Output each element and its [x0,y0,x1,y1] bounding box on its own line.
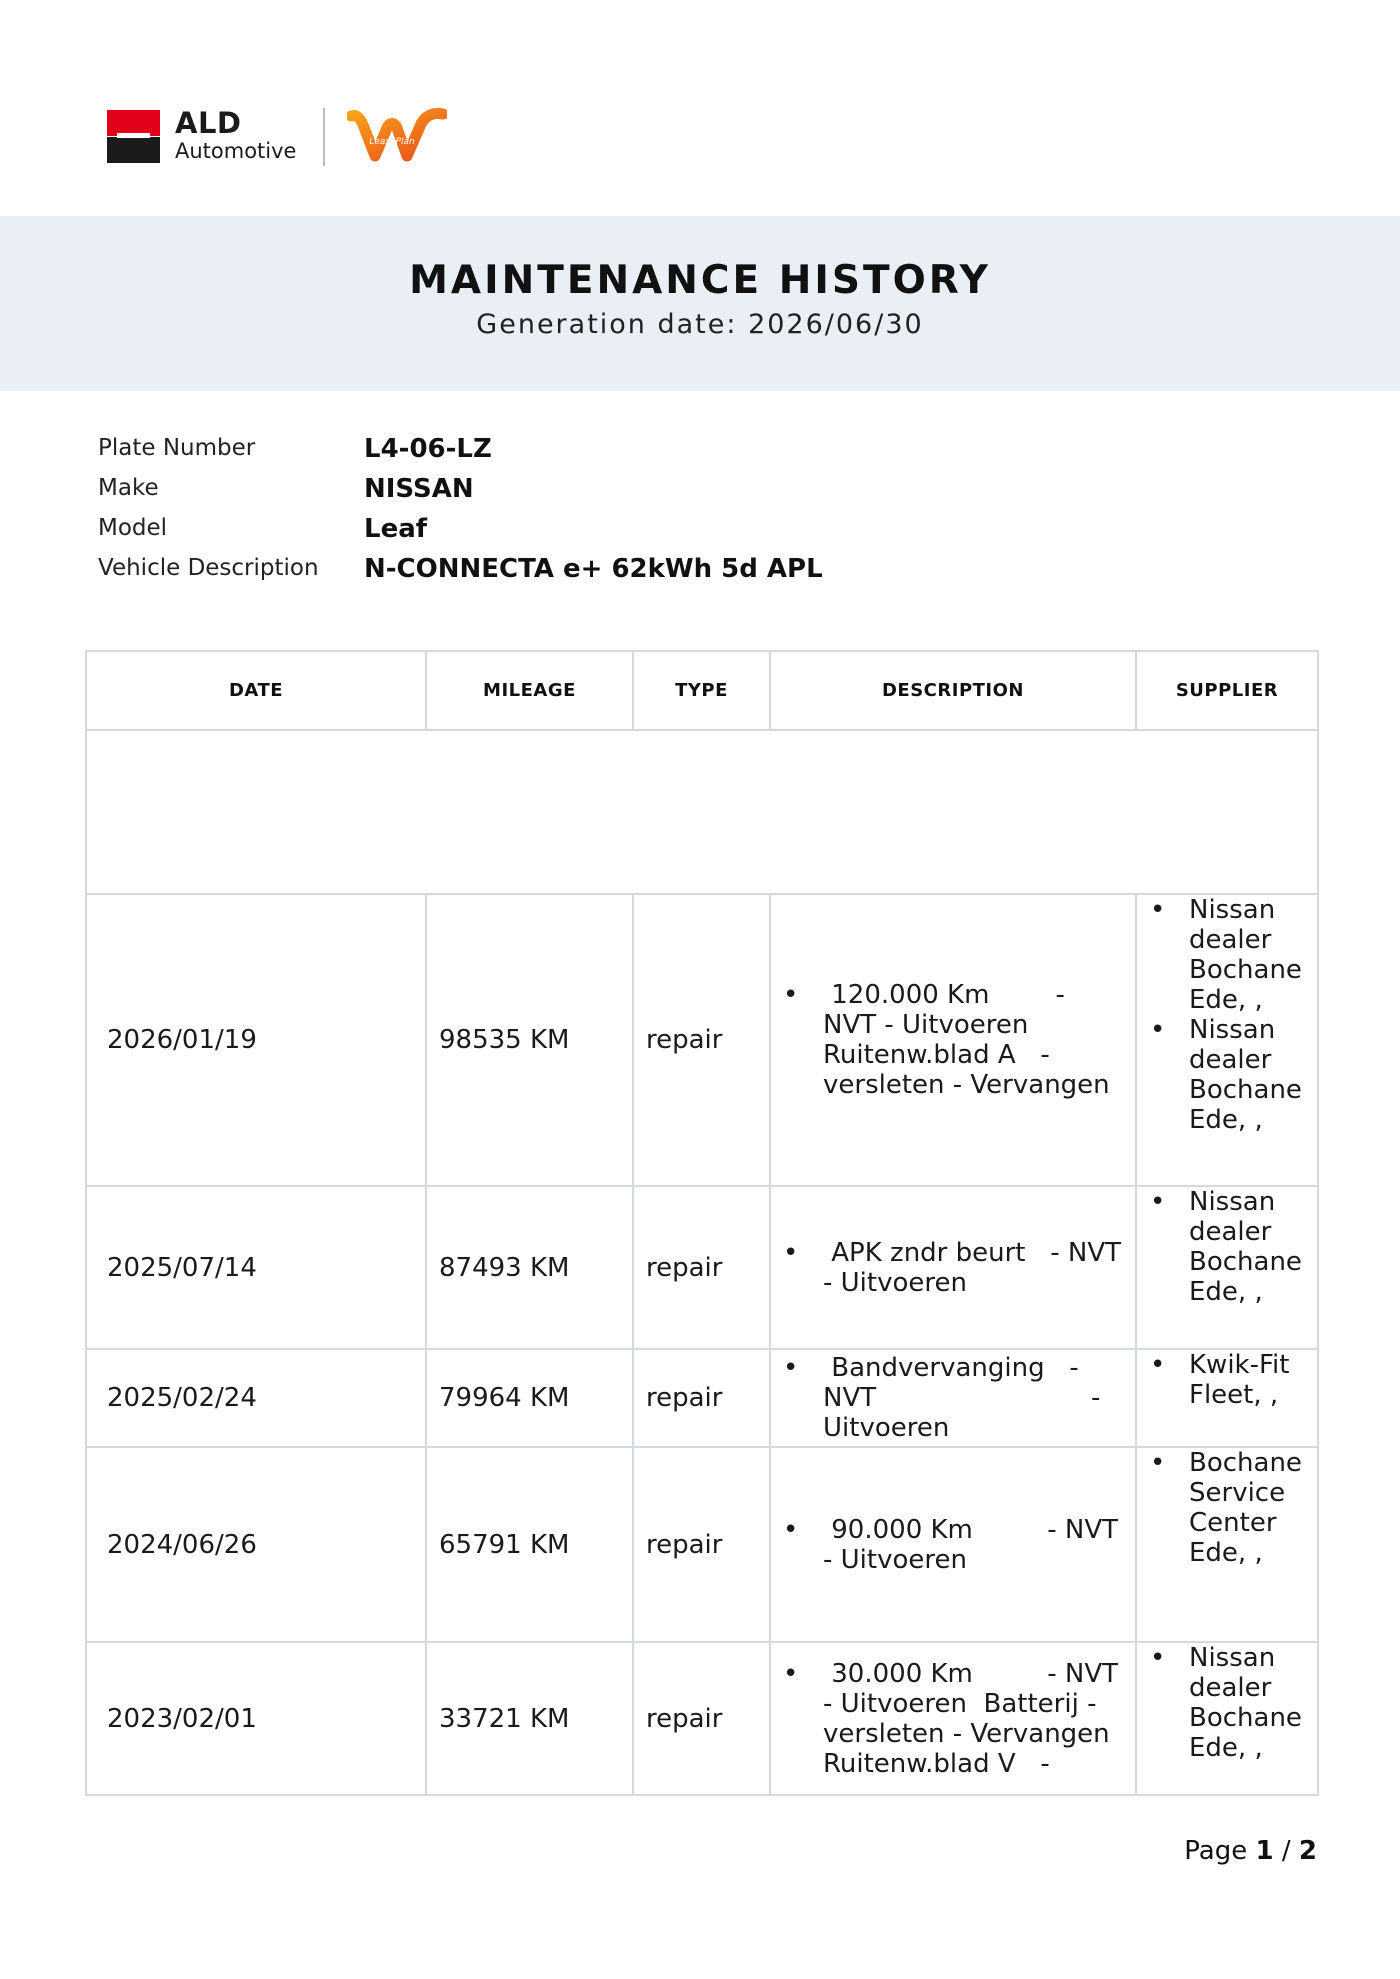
cell-date: 2026/01/19 [86,894,426,1186]
description-item: • Bandvervanging - NVT - Uitvoeren [783,1353,1125,1443]
supplier-item: • Kwik-Fit Fleet, , [1143,1350,1307,1410]
plate-label: Plate Number [98,435,256,461]
cell-type: repair [633,1642,770,1795]
cell-description [770,894,1136,1186]
supplier-item: • Nissan dealer Bochane Ede, , [1143,895,1307,1015]
make-label: Make [98,475,159,501]
description-item: • 90.000 Km - NVT - Uitvoeren [783,1515,1125,1575]
cell-description [770,1349,1136,1447]
cell-description [770,1447,1136,1642]
cell-mileage: 33721 KM [426,1642,633,1795]
ald-logo-text [175,108,296,164]
cell-description [770,1186,1136,1349]
leaseplan-logo [347,108,447,166]
page-separator: / [1281,1836,1291,1866]
cell-description [770,1642,1136,1795]
vehicle-description-label: Vehicle Description [98,555,319,581]
header-type: TYPE [633,651,770,730]
cell-supplier [1136,1642,1318,1795]
header-supplier: SUPPLIER [1136,651,1318,730]
supplier-item: • Nissan dealer Bochane Ede, , [1143,1187,1307,1307]
table-row [86,1447,1318,1642]
ald-logo-line2: Automotive [175,139,297,163]
cell-supplier [1136,1349,1318,1447]
ald-logo-line1: ALD [175,106,242,140]
supplier-item: • Nissan dealer Bochane Ede, , [1143,1643,1307,1763]
title-band [0,216,1400,391]
header-date: DATE [86,651,426,730]
cell-mileage: 87493 KM [426,1186,633,1349]
cell-date: 2025/02/24 [86,1349,426,1447]
table-row [86,1642,1318,1795]
table-row [86,894,1318,1186]
make-value: NISSAN [364,474,474,504]
page-title: MAINTENANCE HISTORY [409,258,991,303]
header-mileage: MILEAGE [426,651,633,730]
cell-mileage: 79964 KM [426,1349,633,1447]
table-header-row [86,651,1318,730]
maintenance-table [85,650,1319,1796]
table-spacer-row [86,730,1318,894]
description-item: • APK zndr beurt - NVT - Uitvoeren [783,1238,1125,1298]
empty-cell [86,730,1318,894]
generation-date: Generation date: 2026/06/30 [476,309,924,340]
vehicle-description-value: N-CONNECTA e+ 62kWh 5d APL [364,554,823,584]
table-row [86,1186,1318,1349]
cell-type: repair [633,1349,770,1447]
cell-date: 2024/06/26 [86,1447,426,1642]
page-current: 1 [1255,1836,1274,1866]
cell-supplier [1136,1186,1318,1349]
cell-mileage: 65791 KM [426,1447,633,1642]
logo-divider [323,108,325,166]
cell-type: repair [633,894,770,1186]
cell-mileage: 98535 KM [426,894,633,1186]
header-description: DESCRIPTION [770,651,1136,730]
cell-type: repair [633,1447,770,1642]
table-row [86,1349,1318,1447]
svg-text:LeasePlan: LeasePlan [369,137,415,147]
cell-supplier [1136,894,1318,1186]
cell-date: 2023/02/01 [86,1642,426,1795]
ald-logo-mark [107,110,160,163]
cell-date: 2025/07/14 [86,1186,426,1349]
model-value: Leaf [364,514,428,544]
model-label: Model [98,515,168,541]
page-label: Page [1184,1836,1248,1866]
description-item: • 120.000 Km - NVT - Uitvoeren Ruitenw.blad A - versleten - Vervangen [783,980,1125,1100]
supplier-item: • Nissan dealer Bochane Ede, , [1143,1015,1307,1135]
page-total: 2 [1298,1836,1317,1866]
header-logos [107,108,467,166]
cell-type: repair [633,1186,770,1349]
page-number [1184,1836,1317,1866]
supplier-item: • Bochane Service Center Ede, , [1143,1448,1307,1568]
cell-supplier [1136,1447,1318,1642]
plate-value: L4-06-LZ [364,434,492,464]
description-item: • 30.000 Km - NVT - Uitvoeren Batterij - versleten - Vervangen Ruitenw.blad V - [783,1659,1125,1779]
